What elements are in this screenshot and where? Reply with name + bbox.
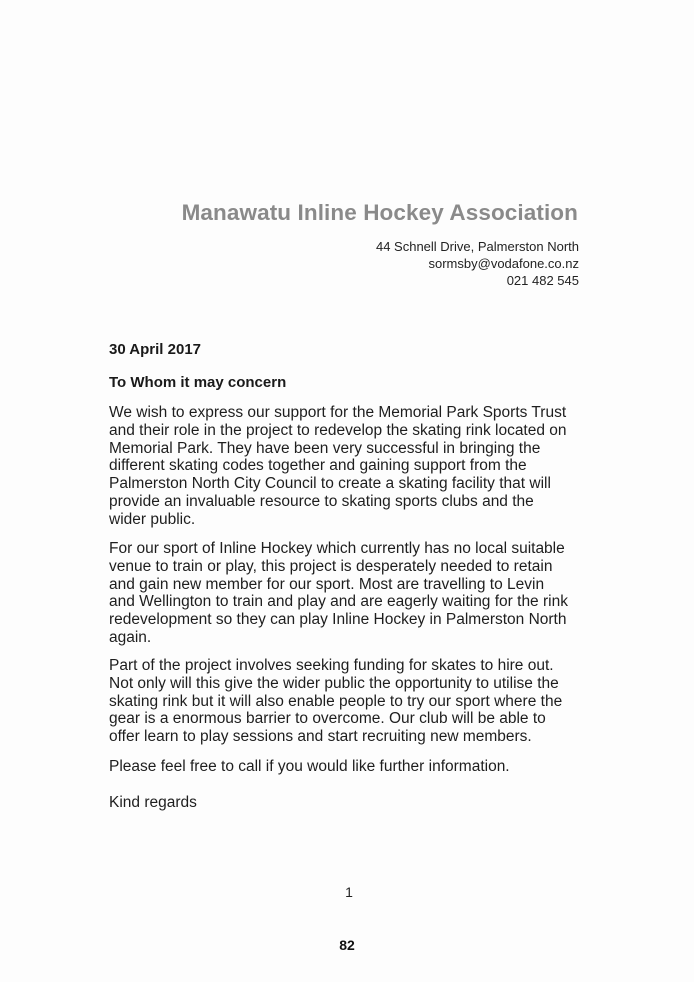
- text-line: For our sport of Inline Hockey which currently has no local suitable: [109, 540, 565, 557]
- letter-date: 30 April 2017: [109, 341, 201, 358]
- text-line: and their role in the project to redevelop the skating rink located on: [109, 421, 567, 439]
- text-line: Not only will this give the wider public the opportunity to utilise the: [109, 674, 559, 692]
- page-number: 1: [345, 884, 353, 900]
- salutation: To Whom it may concern: [109, 374, 287, 391]
- email-line: sormsby@vodafone.co.nz: [428, 256, 579, 271]
- closing: Kind regards: [109, 794, 197, 811]
- text-line: redevelopment so they can play Inline Hockey in Palmerston North: [109, 611, 567, 629]
- phone-line: 021 482 545: [506, 273, 579, 288]
- text-line: venue to train or play, this project is desperately needed to retain: [109, 557, 553, 575]
- text-line: and Wellington to train and play and are eagerly waiting for the rink: [109, 593, 568, 611]
- text-line: and gain new member for our sport. Most are travelling to Levin: [109, 575, 545, 593]
- address-line: 44 Schnell Drive, Palmerston North: [375, 239, 579, 254]
- document-page-number: 82: [339, 937, 355, 953]
- text-line: offer learn to play sessions and start recruiting new members.: [109, 728, 532, 746]
- contact-block: [0, 238, 579, 289]
- paragraph-2: [109, 540, 609, 647]
- paragraph-4: Please feel free to call if you would like further information.: [109, 758, 510, 775]
- text-line: Part of the project involves seeking funding for skates to hire out.: [109, 657, 554, 674]
- text-line: again.: [109, 628, 152, 646]
- text-line: gear is a enormous barrier to overcome. Our club will be able to: [109, 710, 546, 728]
- paragraph-3: [109, 657, 609, 746]
- text-line: Memorial Park. They have been very successful in bringing the: [109, 439, 541, 457]
- text-line: wider public.: [109, 510, 196, 528]
- organization-name: Manawatu Inline Hockey Association: [181, 200, 578, 225]
- text-line: Palmerston North City Council to create a skating facility that will: [109, 475, 551, 493]
- text-line: provide an invaluable resource to skating sports clubs and the: [109, 492, 534, 510]
- text-line: We wish to express our support for the Memorial Park Sports Trust: [109, 404, 567, 421]
- text-line: skating rink but it will also enable people to try our sport where the: [109, 692, 563, 710]
- paragraph-1: [109, 404, 609, 529]
- text-line: different skating codes together and gaining support from the: [109, 457, 527, 475]
